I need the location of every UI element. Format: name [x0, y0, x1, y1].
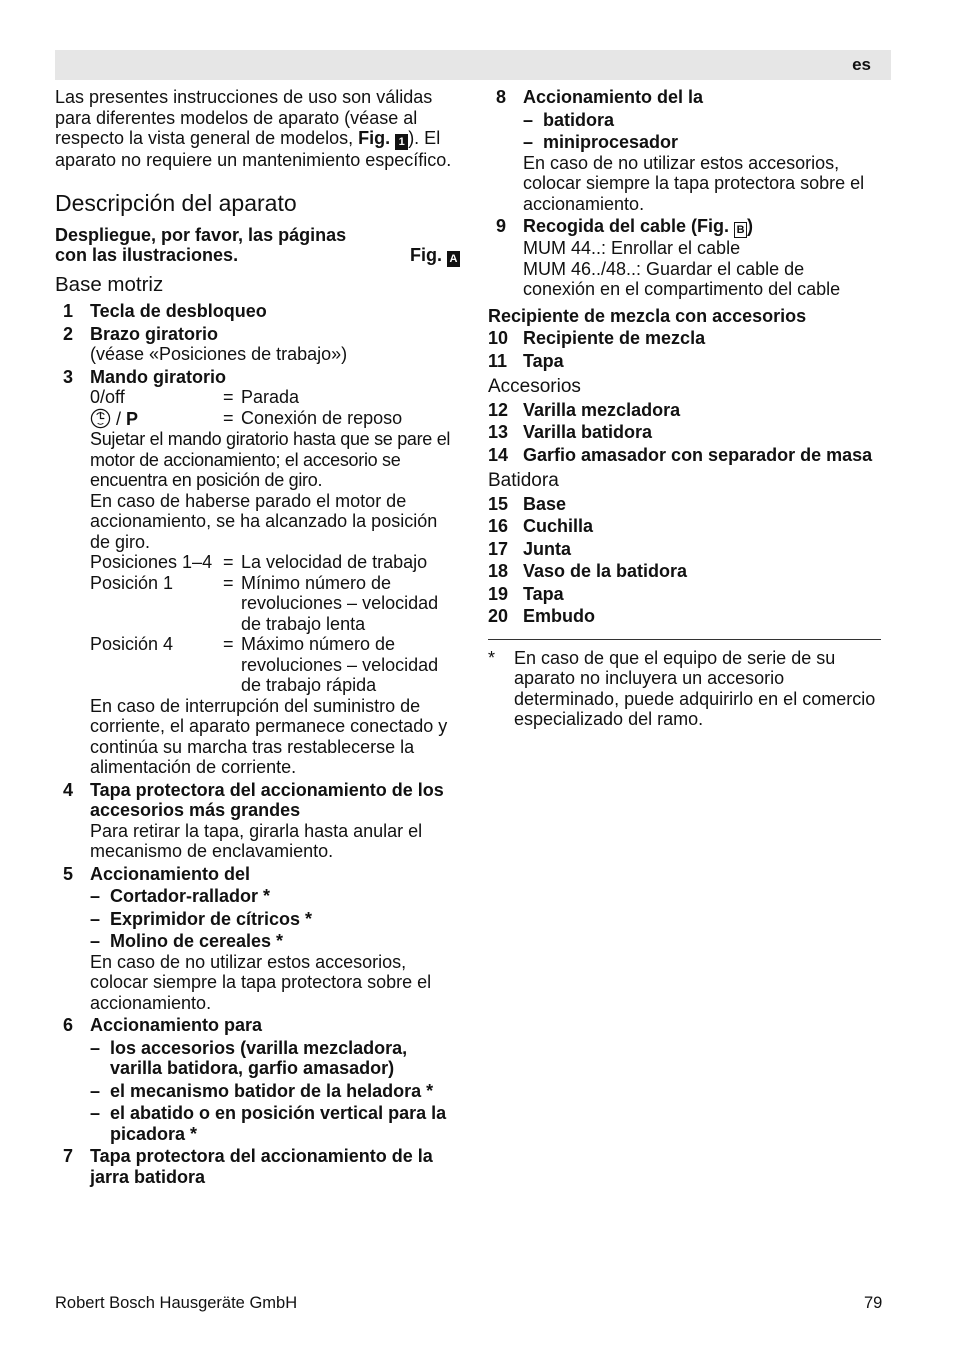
list-item: [488, 422, 881, 443]
pulse-clock-icon: [90, 408, 111, 429]
list-item: [488, 584, 881, 605]
header-bar: [55, 50, 891, 80]
setting-row: [90, 573, 460, 635]
list-item: [488, 351, 881, 372]
sub-item-label: Exprimidor de cítricos *: [110, 908, 313, 929]
sub-item-label: el abatido o en posición vertical para la picadora *: [110, 1103, 447, 1144]
item-note: MUM 44..: Enrollar el cable: [523, 238, 741, 258]
item-title: Tapa protectora del accionamiento de la jarra batidora: [90, 1146, 433, 1187]
item-title-text: Recogida del cable (Fig.: [523, 216, 735, 236]
item-title: Recipiente de mezcla: [523, 328, 706, 348]
intro-paragraph: [55, 87, 460, 171]
sub-item-label: Molino de cereales *: [110, 931, 284, 951]
setting-key: Posición 4: [90, 634, 174, 654]
footnote-star: *: [488, 647, 496, 668]
intro-text-a: Las presentes instrucciones de uso son válidas para diferentes modelos de aparato (véase al respecto la vista general de modelos,: [55, 87, 433, 148]
unfold-line-2: con las ilustraciones.: [55, 245, 239, 265]
list-item: [488, 494, 881, 515]
unfold-note: [55, 225, 460, 268]
list-item: [488, 400, 881, 421]
item-title: Mando giratorio: [90, 366, 226, 387]
equals-sign: =: [223, 572, 234, 593]
sub-item: [90, 1103, 460, 1144]
setting-key: Posición 1: [90, 572, 174, 593]
footnote-text: En caso de que el equipo de serie de su aparato no incluyera un accesorio determinado, puede adquirirlo en el comercio especializado del ramo.: [514, 647, 876, 729]
sub-item: [90, 886, 460, 907]
item-title: Tapa: [523, 583, 564, 604]
item-note: En caso de no utilizar estos accesorios, colocar siempre la tapa protectora sobre el accionamiento.: [90, 951, 432, 1013]
figure-a-icon: A: [447, 251, 460, 267]
sub-item: [90, 931, 460, 952]
blender-section-title: Batidora: [488, 470, 559, 491]
equals-sign: =: [223, 552, 234, 572]
item-number: 4: [63, 779, 74, 800]
item-number: 19: [488, 583, 509, 604]
base-title: Base motriz: [55, 273, 164, 296]
list-item: [488, 539, 881, 560]
language-code: es: [852, 55, 871, 74]
item-number: 7: [63, 1146, 74, 1166]
list-item: [55, 1146, 460, 1187]
dash: –: [90, 931, 101, 951]
footnote: [488, 648, 881, 730]
item-number: 10: [488, 328, 509, 348]
item-title: Varilla mezcladora: [523, 399, 681, 420]
item-title: [523, 216, 881, 238]
sub-item: [523, 110, 881, 131]
setting-key: 0/off: [90, 387, 125, 407]
sub-item: [90, 909, 460, 930]
figure-b-icon: B: [734, 222, 747, 238]
item-number: 6: [63, 1015, 74, 1035]
item-title: Tecla de desbloqueo: [90, 301, 267, 321]
left-column: [55, 87, 460, 1187]
setting-value: Conexión de reposo: [241, 407, 403, 428]
list-item: [55, 367, 460, 778]
item-note: En caso de no utilizar estos accesorios, colocar siempre la tapa protectora sobre el accionamiento.: [523, 152, 865, 214]
dash: –: [90, 1103, 101, 1123]
item-number: 11: [488, 350, 508, 371]
unfold-fig: [410, 245, 460, 267]
divider: [488, 639, 881, 640]
setting-key-p: P: [126, 408, 139, 429]
page-number: 79: [864, 1294, 883, 1312]
sub-item-label: miniprocesador: [543, 132, 679, 152]
accessories-section-title: Accesorios: [488, 376, 581, 397]
list-item: [488, 328, 881, 349]
dash: –: [523, 132, 534, 152]
item-title-end: ): [747, 216, 754, 236]
item-note: En caso de interrupción del suministro de corriente, el aparato permanece conectado y continúa su marcha tras restablecerse la alimentación de corriente.: [90, 695, 448, 777]
sub-item: [90, 1081, 460, 1102]
figure-1-icon: 1: [395, 134, 408, 150]
item-number: 15: [488, 493, 509, 514]
item-number: 5: [63, 863, 74, 884]
item-note: En caso de haberse parado el motor de accionamiento, se ha alcanzado la posición de giro.: [90, 490, 438, 552]
item-title: Accionamiento para: [90, 1015, 263, 1035]
setting-row: [90, 552, 460, 573]
item-number: 9: [496, 216, 507, 236]
item-number: 1: [63, 301, 74, 321]
unfold-line-1: Despliegue, por favor, las páginas: [55, 224, 347, 245]
setting-row: [90, 408, 460, 430]
item-title: Garfio amasador con separador de masa: [523, 444, 873, 465]
item-number: 14: [488, 444, 509, 465]
setting-value: Mínimo número de revoluciones – velocidad de trabajo lenta: [241, 572, 439, 634]
item-number: 17: [488, 538, 509, 559]
list-item: [488, 516, 881, 537]
item-number: 8: [496, 87, 507, 107]
dash: –: [90, 908, 101, 929]
item-note: MUM 46../48..: Guardar el cable de conexión en el compartimento del cable: [523, 258, 841, 299]
footer-company: Robert Bosch Hausgeräte GmbH: [55, 1294, 298, 1312]
dash: –: [90, 1037, 101, 1058]
section-title: Descripción del aparato: [55, 189, 297, 216]
equals-sign: =: [223, 407, 234, 428]
unfold-line-2-row: [55, 245, 460, 267]
equals-sign: =: [223, 634, 234, 654]
item-title: Accionamiento del: [90, 863, 251, 884]
sub-item-label: batidora: [543, 109, 615, 130]
item-note: Sujetar el mando giratorio hasta que se pare el motor de accionamiento; el accesorio se encuentra en posición de giro.: [90, 429, 451, 490]
sub-item: [523, 132, 881, 153]
item-title: Cuchilla: [523, 516, 594, 536]
item-title: Brazo giratorio: [90, 323, 219, 344]
item-title: Junta: [523, 538, 572, 559]
setting-key: [90, 408, 223, 430]
setting-value: Máximo número de revoluciones – velocidad de trabajo rápida: [241, 634, 439, 695]
item-title: Tapa: [523, 350, 564, 371]
setting-value: Parada: [241, 387, 300, 407]
equals-sign: =: [223, 387, 234, 407]
list-item: [55, 301, 460, 322]
item-number: 3: [63, 366, 74, 387]
sub-item: [90, 1038, 460, 1079]
list-item: [55, 324, 460, 365]
item-number: 2: [63, 323, 74, 344]
list-item: [55, 864, 460, 1014]
item-title: Embudo: [523, 606, 595, 626]
list-item: [55, 1015, 460, 1144]
item-number: 20: [488, 606, 509, 626]
item-note: (véase «Posiciones de trabajo»): [90, 344, 348, 364]
item-title: Base: [523, 493, 567, 514]
setting-key: Posiciones 1–4: [90, 552, 213, 572]
list-item: [488, 216, 881, 300]
setting-row: [90, 634, 460, 696]
list-item: [488, 561, 881, 582]
item-title: Tapa protectora del accionamiento de los accesorios más grandes: [90, 779, 444, 820]
right-column: [488, 87, 881, 730]
item-note: Para retirar la tapa, girarla hasta anular el mecanismo de enclavamiento.: [90, 820, 423, 861]
list-item: [488, 87, 881, 214]
bowl-section-title: Recipiente de mezcla con accesorios: [488, 305, 807, 326]
setting-key-sep: /: [111, 408, 127, 429]
sub-item-label: Cortador-rallador *: [110, 886, 271, 906]
list-item: [488, 445, 881, 466]
item-number: 18: [488, 561, 509, 581]
list-item: [55, 780, 460, 862]
dash: –: [90, 1080, 101, 1101]
unfold-fig-label: Fig.: [409, 245, 442, 265]
list-item: [488, 606, 881, 627]
dash: –: [523, 109, 534, 130]
intro-fig-label: Fig.: [358, 128, 391, 148]
item-title: Vaso de la batidora: [523, 561, 688, 581]
setting-value: La velocidad de trabajo: [241, 552, 428, 572]
intro-text-b: ). El aparato no requiere un mantenimiento específico.: [55, 128, 452, 170]
item-number: 16: [488, 516, 509, 536]
item-number: 13: [488, 422, 509, 442]
item-title: Varilla batidora: [523, 422, 653, 442]
setting-row: [90, 387, 460, 408]
item-title: Accionamiento del la: [523, 87, 704, 107]
sub-item-label: el mecanismo batidor de la heladora *: [110, 1080, 434, 1101]
sub-item-label: los accesorios (varilla mezcladora, varilla batidora, garfio amasador): [110, 1037, 408, 1078]
dash: –: [90, 886, 101, 906]
item-number: 12: [488, 399, 509, 420]
